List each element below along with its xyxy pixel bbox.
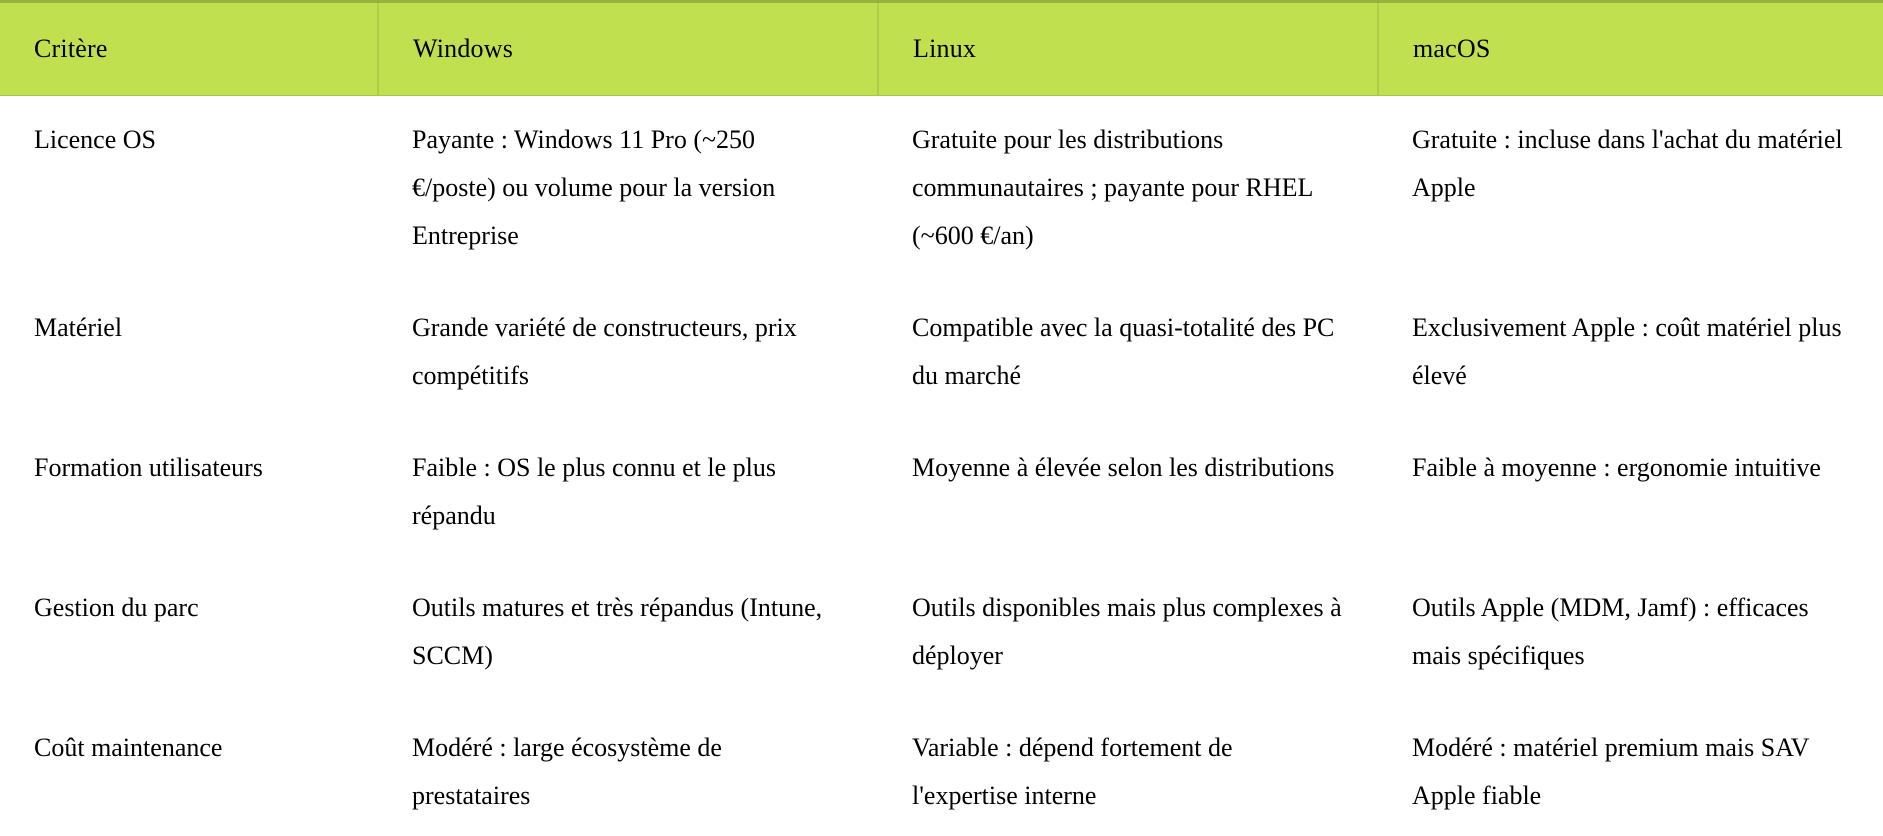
cell-windows: Modéré : large écosystème de prestataires xyxy=(378,704,878,836)
table-row xyxy=(0,704,1883,836)
cell-macos: Outils Apple (MDM, Jamf) : efficaces mais spécifiques xyxy=(1378,564,1883,704)
cell-windows: Payante : Windows 11 Pro (~250 €/poste) ou volume pour la version Entreprise xyxy=(378,96,878,285)
cell-macos: Exclusivement Apple : coût matériel plus élevé xyxy=(1378,284,1883,424)
table-row xyxy=(0,96,1883,285)
cell-critere: Coût maintenance xyxy=(0,704,378,836)
table-body xyxy=(0,96,1883,836)
cell-linux: Gratuite pour les distributions communautaires ; payante pour RHEL (~600 €/an) xyxy=(878,96,1378,285)
cell-critere: Gestion du parc xyxy=(0,564,378,704)
cell-windows: Grande variété de constructeurs, prix compétitifs xyxy=(378,284,878,424)
cell-critere: Formation utilisateurs xyxy=(0,424,378,564)
table-row xyxy=(0,284,1883,424)
table-row xyxy=(0,424,1883,564)
cell-linux: Compatible avec la quasi-totalité des PC du marché xyxy=(878,284,1378,424)
column-header-windows: Windows xyxy=(378,2,878,96)
cell-critere: Licence OS xyxy=(0,96,378,285)
column-header-macos: macOS xyxy=(1378,2,1883,96)
cell-macos: Modéré : matériel premium mais SAV Apple fiable xyxy=(1378,704,1883,836)
cell-critere: Matériel xyxy=(0,284,378,424)
column-header-linux: Linux xyxy=(878,2,1378,96)
cell-linux: Variable : dépend fortement de l'expertise interne xyxy=(878,704,1378,836)
header-row xyxy=(0,2,1883,96)
cell-linux: Outils disponibles mais plus complexes à déployer xyxy=(878,564,1378,704)
cell-windows: Outils matures et très répandus (Intune, SCCM) xyxy=(378,564,878,704)
cell-windows: Faible : OS le plus connu et le plus répandu xyxy=(378,424,878,564)
column-header-critere: Critère xyxy=(0,2,378,96)
cell-macos: Faible à moyenne : ergonomie intuitive xyxy=(1378,424,1883,564)
cell-linux: Moyenne à élevée selon les distributions xyxy=(878,424,1378,564)
cell-macos: Gratuite : incluse dans l'achat du matériel Apple xyxy=(1378,96,1883,285)
table-row xyxy=(0,564,1883,704)
